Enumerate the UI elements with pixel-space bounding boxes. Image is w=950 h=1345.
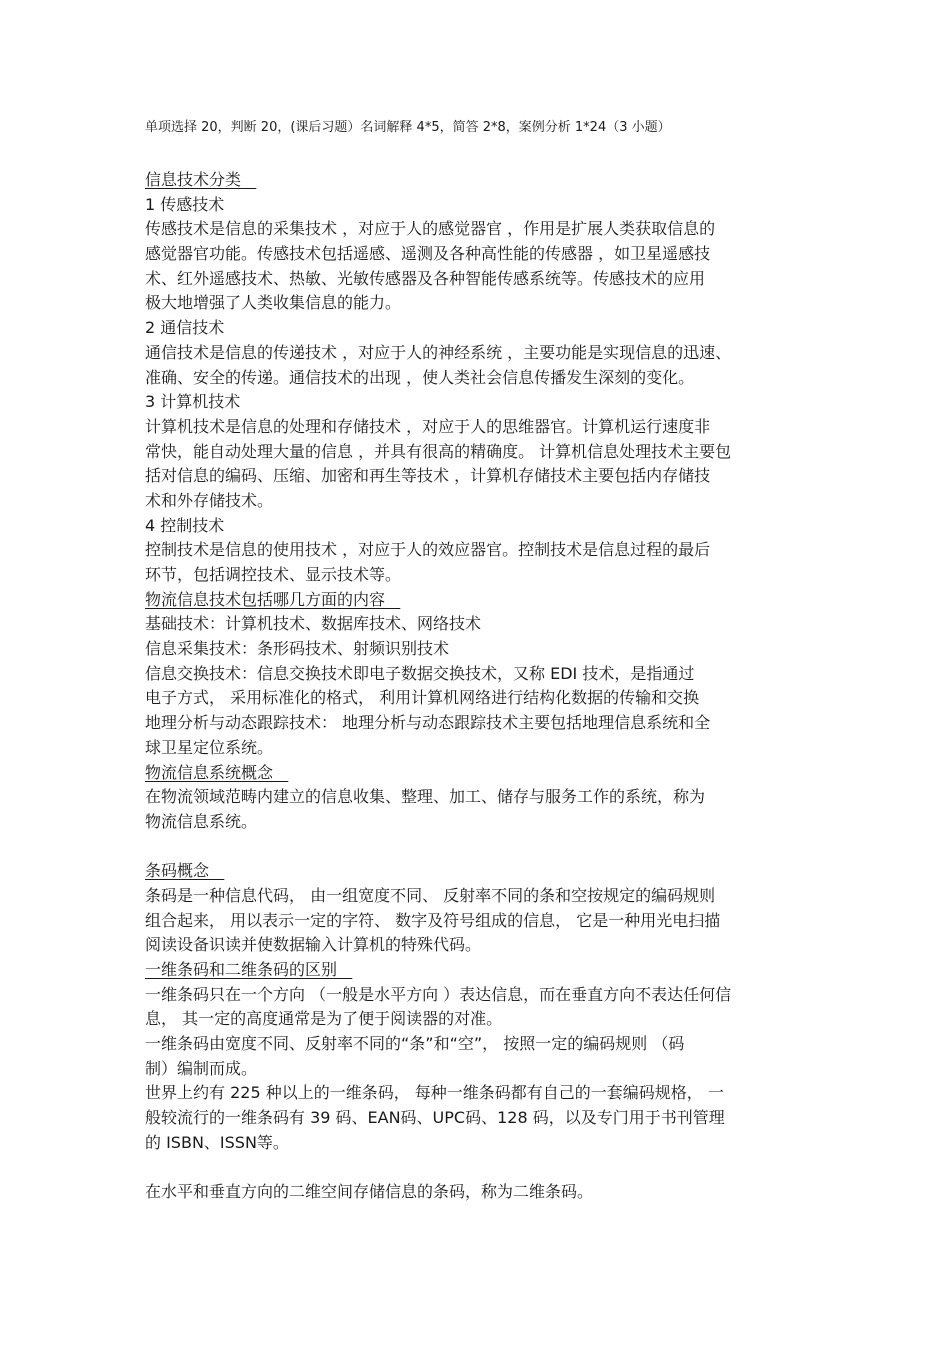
blank-line [145, 835, 805, 860]
text-line: 在水平和垂直方向的二维空间存储信息的条码，称为二维条码。 [145, 1182, 594, 1202]
text-line: 电子方式， 采用标准化的格式， 利用计算机网络进行结构化数据的传输和交换 [145, 688, 700, 708]
text-line: 物流信息系统。 [145, 811, 258, 831]
text-line: 3 计算机技术 [145, 392, 241, 412]
text-line: 2 通信技术 [145, 318, 225, 338]
text-line: 般较流行的一维条码有 39 码、EAN码、UPC码、128 码，以及专门用于书刊管理 [145, 1108, 725, 1128]
text-line: 传感技术是信息的采集技术 ，对应于人的感觉器官 ，作用是扩展人类获取信息的 [145, 219, 716, 239]
text-line: 球卫星定位系统。 [145, 737, 274, 757]
text-line: 一维条码由宽度不同、反射率不同的“条”和“空”， 按照一定的编码规则 （码 [145, 1034, 685, 1054]
text-line: 1 传感技术 [145, 194, 225, 214]
document-body [145, 168, 805, 1205]
section-heading: 条码概念 [145, 861, 210, 881]
text-line: 信息交换技术：信息交换技术即电子数据交换技术，又称 EDI 技术，是指通过 [145, 663, 695, 683]
text-line: 信息采集技术：条形码技术、射频识别技术 [145, 639, 450, 659]
text-line: 制）编制而成。 [145, 1058, 258, 1078]
text-line: 一维条码只在一个方向 （一般是水平方向 ）表达信息，而在垂直方向不表达任何信 [145, 984, 732, 1004]
text-line: 环节，包括调控技术、显示技术等。 [145, 565, 402, 584]
text-line: 组合起来， 用以表示一定的字符、 数字及符号组成的信息， 它是一种用光电扫描 [145, 910, 721, 930]
text-line: 准确、安全的传递。通信技术的出现 ，使人类社会信息传播发生深刻的变化。 [145, 367, 695, 387]
text-line: 计算机技术是信息的处理和存储技术 ，对应于人的思维器官。计算机运行速度非 [145, 416, 711, 436]
section-heading: 一维条码和二维条码的区别 [145, 960, 338, 979]
text-line: 阅读设备识读并使数据输入计算机的特殊代码。 [145, 935, 482, 955]
section-heading: 物流信息技术包括哪几方面的内容 [145, 589, 386, 609]
text-line: 条码是一种信息代码， 由一组宽度不同、 反射率不同的条和空按规定的编码规则 [145, 885, 716, 905]
blank-line [145, 1156, 805, 1181]
exam-format-header: 单项选择 20，判断 20，(课后习题）名词解释 4*5，简答 2*8，案例分析 1*24（3 小题） [145, 120, 671, 135]
text-line: 括对信息的编码、压缩、加密和再生等技术 ，计算机存储技术主要包括内存储技 [145, 466, 711, 486]
text-line: 的 ISBN、ISSN等。 [145, 1132, 289, 1152]
text-line: 常快，能自动处理大量的信息 ，并具有很高的精确度。 计算机信息处理技术主要包 [145, 441, 732, 461]
text-line: 通信技术是信息的传递技术 ，对应于人的神经系统 ，主要功能是实现信息的迅速、 [145, 342, 732, 362]
text-line: 控制技术是信息的使用技术 ，对应于人的效应器官。控制技术是信息过程的最后 [145, 540, 711, 560]
text-line: 4 控制技术 [145, 515, 225, 535]
text-line: 地理分析与动态跟踪技术： 地理分析与动态跟踪技术主要包括地理信息系统和全 [145, 713, 711, 733]
text-line: 术、红外遥感技术、热敏、光敏传感器及各种智能传感系统等。传感技术的应用 [145, 268, 706, 288]
section-heading: 信息技术分类 [145, 170, 242, 189]
section-heading: 物流信息系统概念 [145, 762, 274, 782]
text-line: 息， 其一定的高度通常是为了便于阅读器的对准。 [145, 1009, 503, 1029]
text-line: 极大地增强了人类收集信息的能力。 [145, 293, 402, 313]
text-line: 在物流领域范畴内建立的信息收集、整理、加工、储存与服务工作的系统，称为 [145, 787, 706, 807]
text-line: 基础技术：计算机技术、数据库技术、网络技术 [145, 614, 482, 634]
text-line: 术和外存储技术。 [145, 490, 274, 510]
text-line: 世界上约有 225 种以上的一维条码， 每种一维条码都有自己的一套编码规格， 一 [145, 1083, 724, 1103]
text-line: 感觉器官功能。传感技术包括遥感、遥测及各种高性能的传感器 ，如卫星遥感技 [145, 244, 711, 264]
